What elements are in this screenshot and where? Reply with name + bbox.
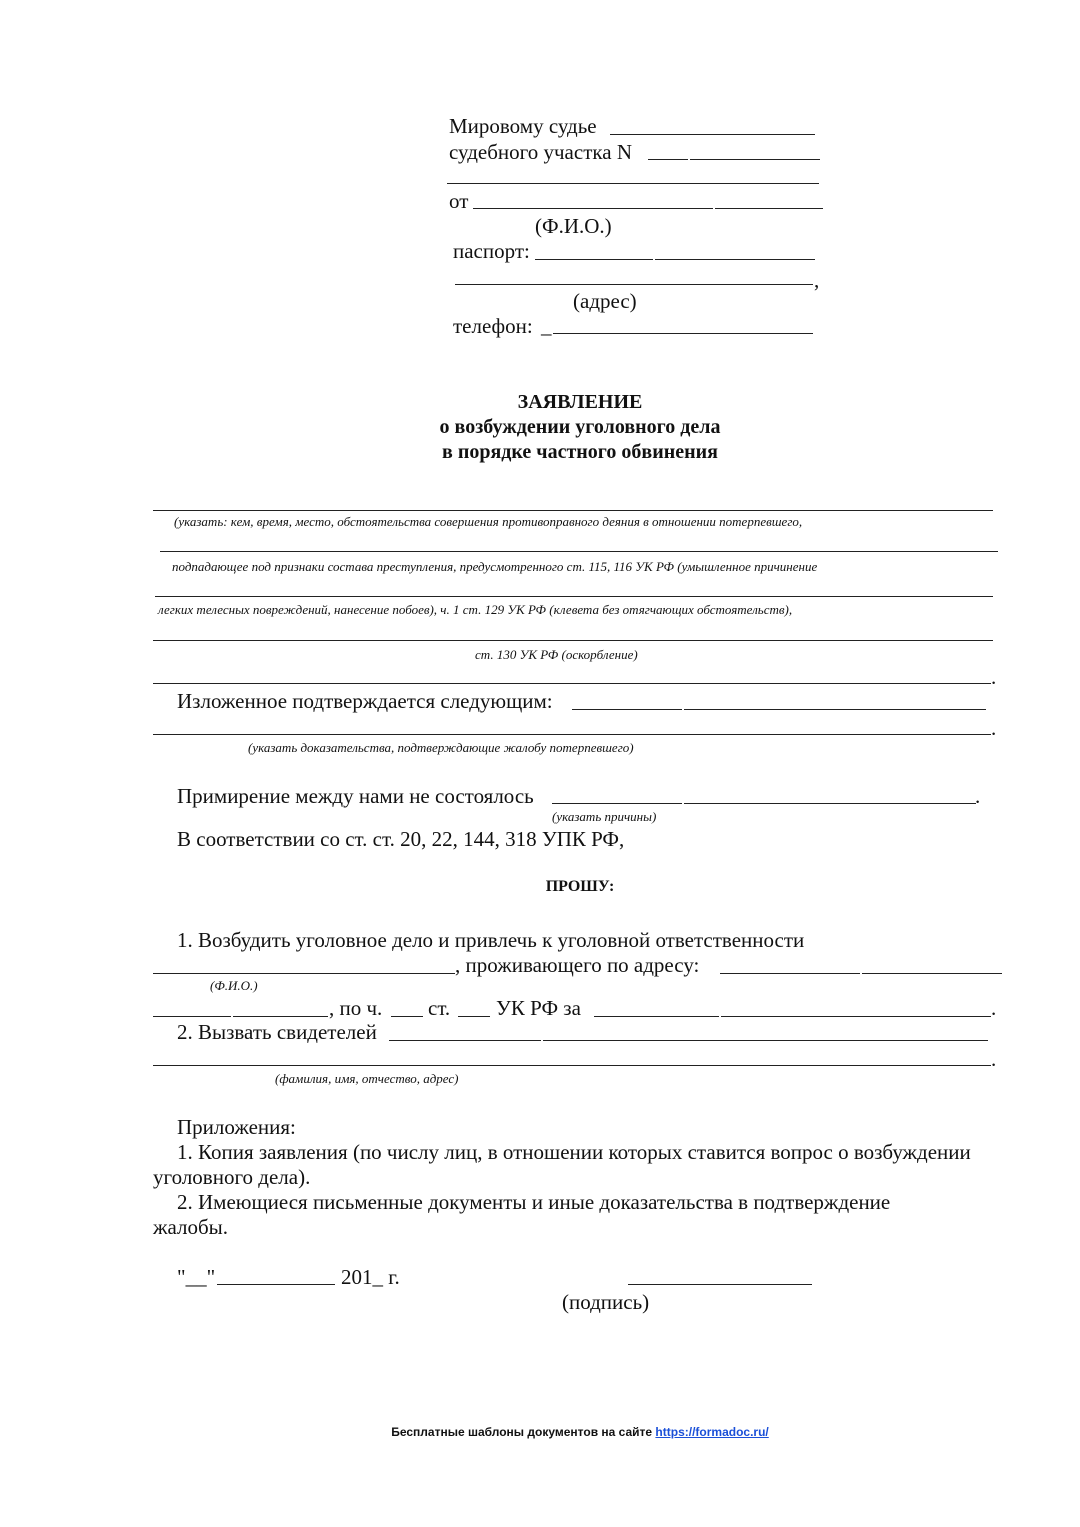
phone-line[interactable] — [553, 333, 813, 334]
description-hint-4: ст. 130 УК РФ (оскорбление) — [475, 647, 638, 662]
accused-fio-line[interactable] — [153, 973, 455, 974]
request-heading: ПРОШУ: — [545, 878, 615, 895]
footer-text: Бесплатные шаблоны документов на сайте — [391, 1425, 653, 1439]
address-cont-line-a[interactable] — [153, 1016, 231, 1017]
description-hint-3: легких телесных повреждений, нанесение побоев), ч. 1 ст. 129 УК РФ (клевета без отягчающих обстоятельств), — [158, 602, 793, 617]
date-day: "__" — [177, 1265, 216, 1289]
fio-caption: (Ф.И.О.) — [535, 214, 612, 238]
reconciliation-end-dot: . — [975, 784, 981, 808]
date-month-line[interactable] — [217, 1284, 335, 1285]
passport-label: паспорт: — [453, 239, 530, 263]
address-cont-line-b[interactable] — [233, 1016, 328, 1017]
date-year: 201_ г. — [341, 1265, 400, 1289]
description-hint-2: подпадающее под признаки состава преступления, предусмотренного ст. 115, 116 УК РФ (умышленное причинение — [172, 559, 818, 574]
description-line-2[interactable] — [160, 551, 998, 552]
attachment-2-line-1: 2. Имеющиеся письменные документы и иные доказательства в подтверждение — [177, 1190, 891, 1214]
attachment-1-line-2: уголовного дела). — [153, 1165, 311, 1189]
evidence-line-2[interactable] — [153, 734, 991, 735]
reconciliation-line-a[interactable] — [552, 803, 682, 804]
witness-end-dot: . — [991, 1047, 997, 1071]
article-part-label: , по ч. — [329, 996, 383, 1020]
description-line-1[interactable] — [153, 510, 993, 511]
passport-line[interactable] — [535, 259, 653, 260]
accused-address-line-a[interactable] — [720, 973, 860, 974]
evidence-line-1a[interactable] — [572, 709, 682, 710]
district-label: судебного участка N — [449, 140, 632, 164]
from-fio-line-2[interactable] — [715, 208, 823, 209]
attachment-1-line-1: 1. Копия заявления (по числу лиц, в отношении которых ставится вопрос о возбуждении — [177, 1140, 971, 1164]
document-subtitle-1: о возбуждении уголовного дела — [439, 416, 721, 438]
footer-link[interactable]: https://formadoc.ru/ — [655, 1425, 769, 1439]
article-label: ст. — [428, 996, 451, 1020]
description-line-5[interactable] — [153, 683, 991, 684]
signature-line[interactable] — [628, 1284, 812, 1285]
passport-line-2[interactable] — [655, 259, 815, 260]
request-item-1: 1. Возбудить уголовное дело и привлечь к уголовной ответственности — [177, 928, 805, 952]
district-extra-line[interactable] — [447, 183, 819, 184]
phone-label: телефон: — [453, 314, 533, 338]
description-hint-1: (указать: кем, время, место, обстоятельства совершения противоправного деяния в отношении потерпевшего, — [174, 514, 803, 529]
reconciliation-line-b[interactable] — [684, 803, 976, 804]
witness-line-2[interactable] — [153, 1065, 991, 1066]
crime-line-b[interactable] — [721, 1016, 991, 1017]
accordance-text: В соответствии со ст. ст. 20, 22, 144, 318 УПК РФ, — [177, 827, 625, 851]
from-fio-line[interactable] — [473, 208, 713, 209]
crime-line-a[interactable] — [594, 1016, 719, 1017]
document-subtitle-2: в порядке частного обвинения — [442, 441, 718, 463]
description-line-3[interactable] — [155, 596, 993, 597]
from-label: от — [449, 189, 469, 213]
accused-fio-caption: (Ф.И.О.) — [210, 978, 258, 993]
reason-hint: (указать причины) — [552, 809, 657, 824]
evidence-end-dot: . — [991, 716, 997, 740]
confirmed-label: Изложенное подтверждается следующим: — [177, 689, 553, 713]
description-end-dot: . — [991, 665, 997, 689]
article-part-line[interactable] — [391, 1016, 423, 1017]
footer-note — [0, 1425, 1080, 1439]
evidence-hint: (указать доказательства, подтверждающие жалобу потерпевшего) — [248, 740, 634, 755]
signature-caption: (подпись) — [562, 1290, 650, 1314]
attachments-heading: Приложения: — [177, 1115, 296, 1139]
accused-address-line-b[interactable] — [862, 973, 1002, 974]
code-label: УК РФ за — [496, 996, 581, 1020]
judge-label: Мировому судье — [449, 114, 597, 138]
reconciliation-label: Примирение между нами не состоялось — [177, 784, 534, 808]
phone-prefix: _ — [541, 314, 552, 338]
district-number-line[interactable] — [648, 159, 688, 160]
residing-label: , проживающего по адресу: — [455, 953, 700, 977]
witness-line-a[interactable] — [389, 1040, 541, 1041]
evidence-line-1b[interactable] — [684, 709, 986, 710]
address-comma: , — [814, 268, 820, 292]
address-line[interactable] — [455, 284, 813, 285]
attachment-2-line-2: жалобы. — [153, 1215, 229, 1239]
judge-name-line[interactable] — [610, 134, 815, 135]
address-caption: (адрес) — [573, 289, 637, 313]
crime-end-dot: . — [991, 996, 997, 1020]
witness-line-b[interactable] — [543, 1040, 988, 1041]
district-number-line-2[interactable] — [690, 159, 820, 160]
request-item-2: 2. Вызвать свидетелей — [177, 1020, 377, 1044]
document-title: ЗАЯВЛЕНИЕ — [517, 391, 643, 413]
witness-hint: (фамилия, имя, отчество, адрес) — [275, 1071, 459, 1086]
description-line-4[interactable] — [153, 640, 993, 641]
article-number-line[interactable] — [458, 1016, 490, 1017]
